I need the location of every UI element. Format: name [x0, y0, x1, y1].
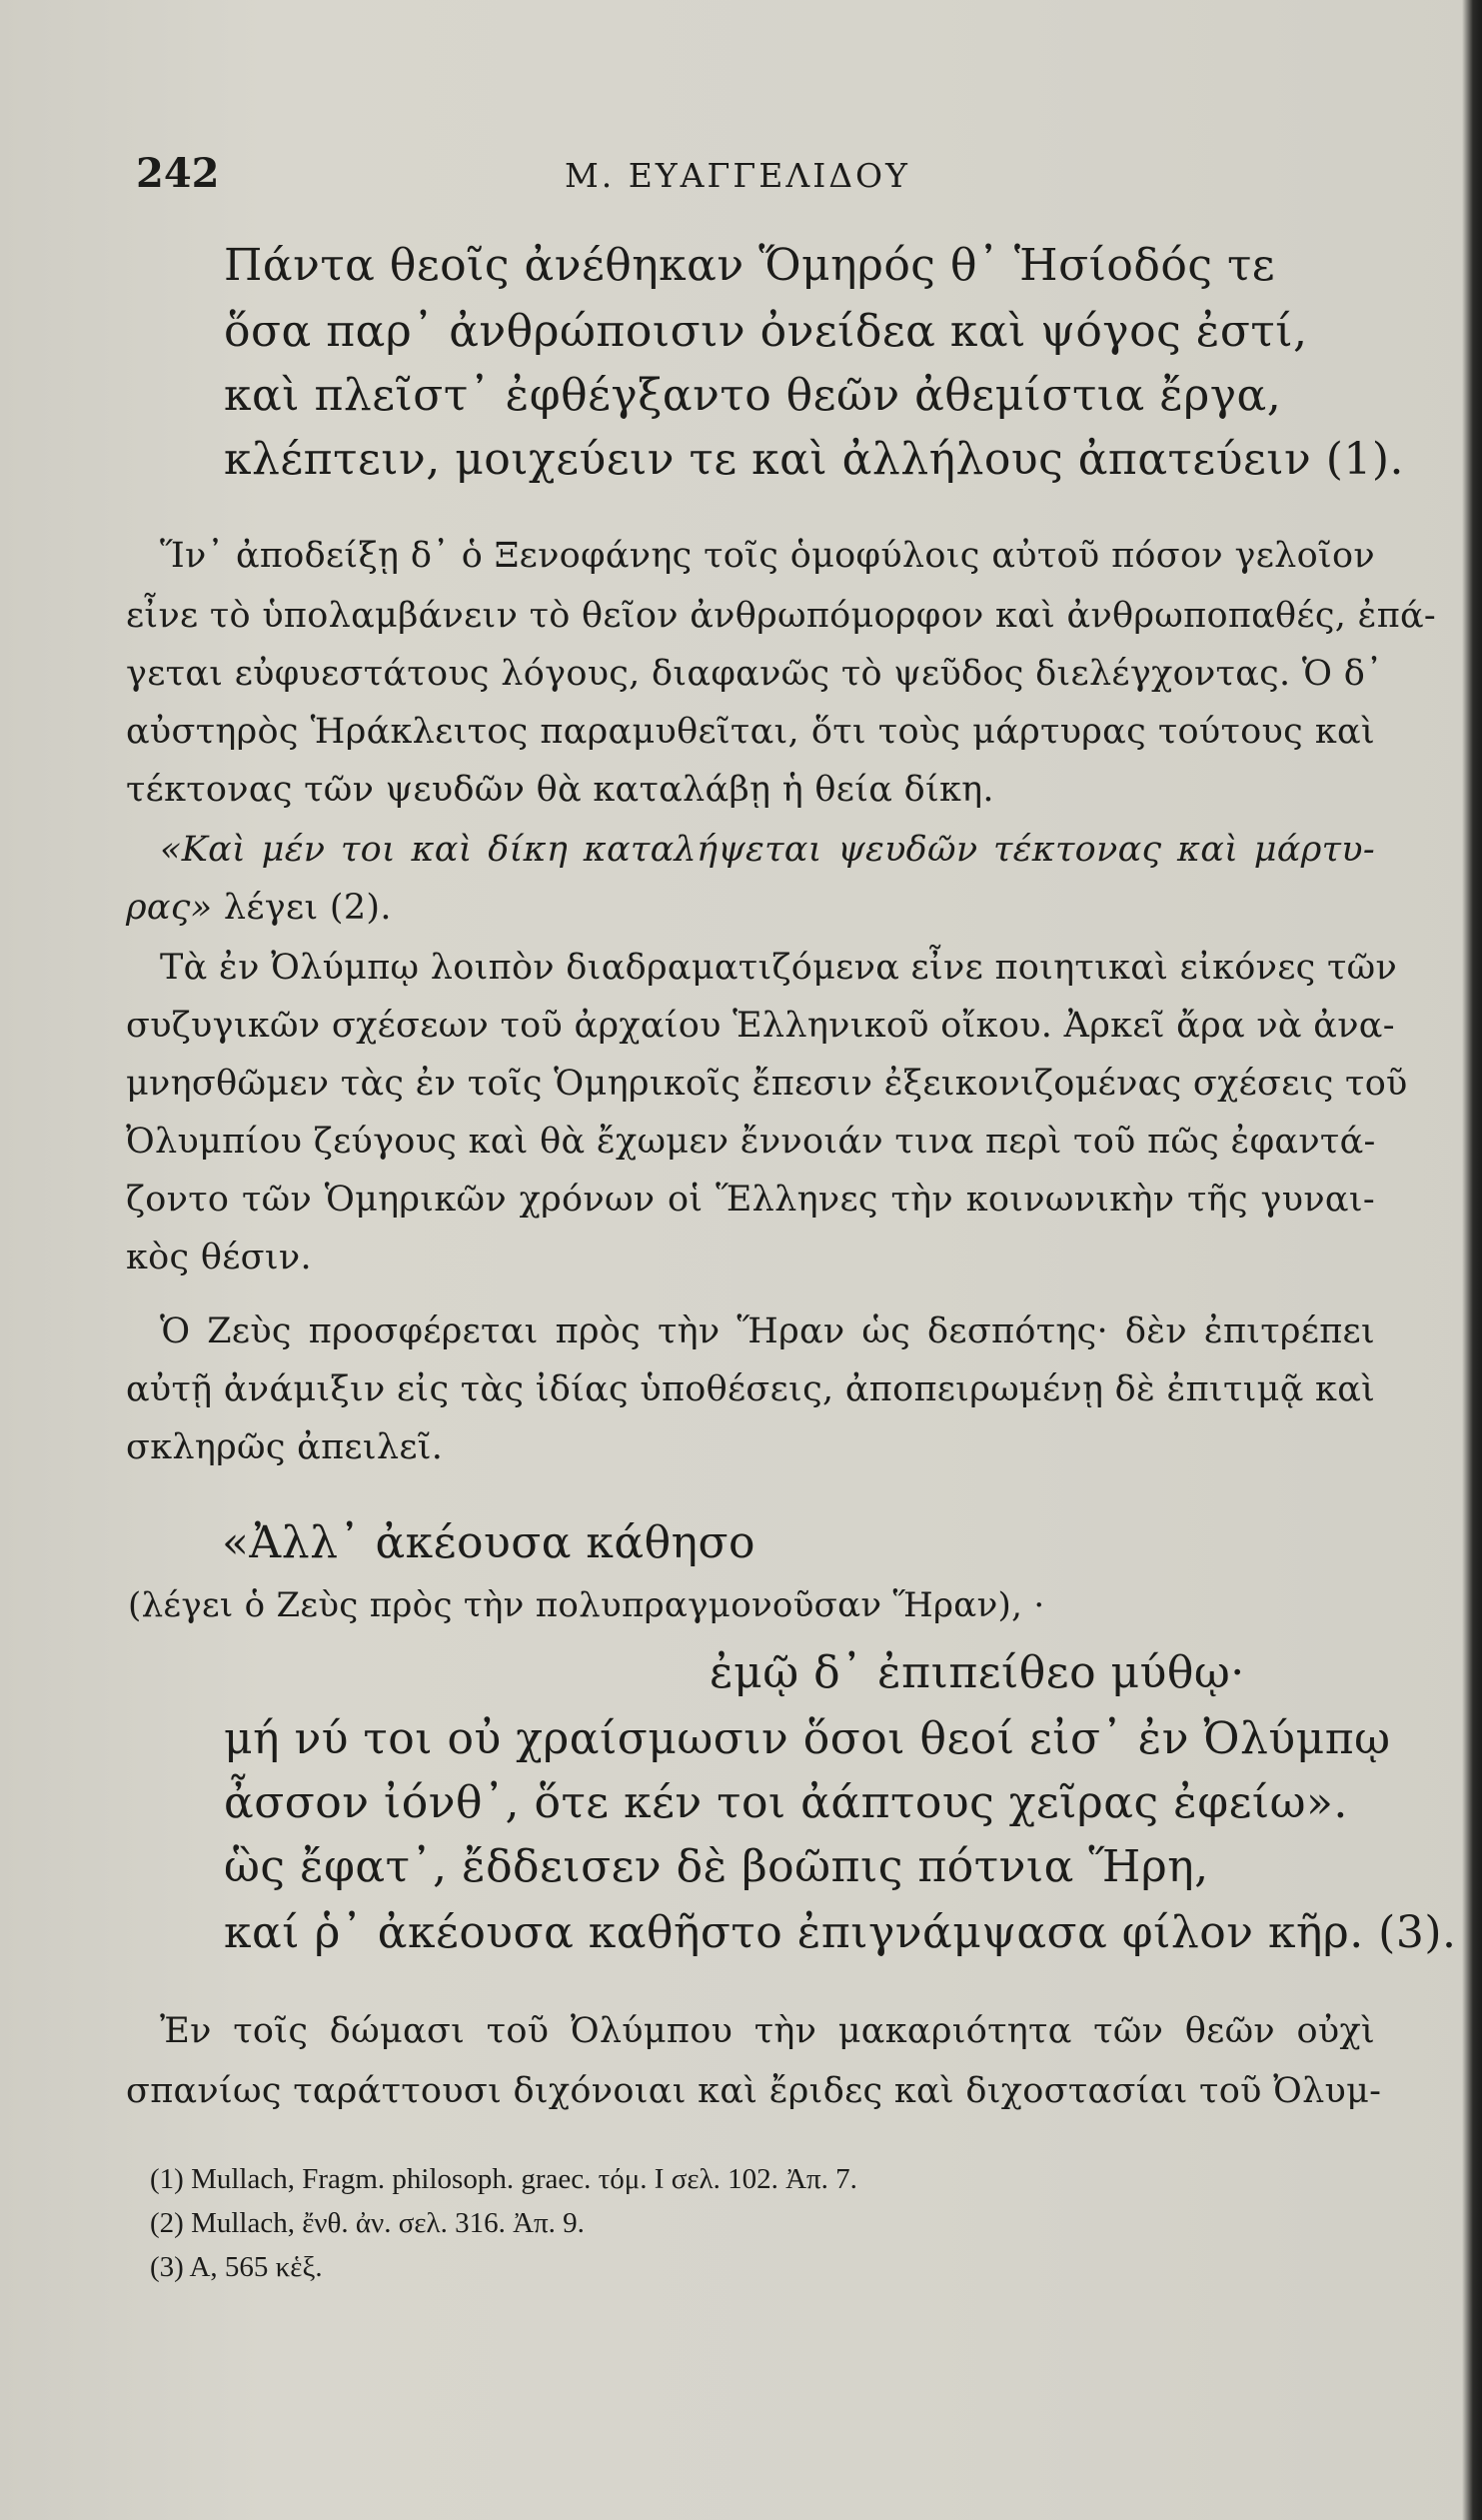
running-head: Μ. ΕΥΑΓΓΕΛΙΔΟΥ [565, 156, 910, 195]
text-line: σπανίως ταράττουσι διχόνοιαι καὶ ἔριδες καὶ διχοστασίαι τοῦ Ὀλυμ- [126, 2071, 1382, 2111]
verse-line: ἐμῷ δ᾽ ἐπιπείθεο μύθῳ· [710, 1647, 1245, 1698]
text-line: Ὁ Ζεὺς προσφέρεται πρὸς τὴν Ἥραν ὡς δεσπότης· δὲν ἐπιτρέπει [160, 1311, 1375, 1351]
verse-line: κλέπτειν, μοιχεύειν τε καὶ ἀλλήλους ἀπατεύειν (1). [224, 434, 1405, 485]
verse-line: Πάντα θεοῖς ἀνέθηκαν Ὅμηρός θ᾽ Ἡσίοδός τε [224, 240, 1276, 291]
quotation-line: «Καὶ μέν τοι καὶ δίκη καταλήψεται ψευδῶν τέκτονας καὶ μάρτυ- [160, 830, 1375, 870]
text-line: κὸς θέσιν. [126, 1238, 312, 1277]
footnote: (3) Α, 565 κἑξ. [150, 2251, 323, 2283]
verse-line: «Ἀλλ᾽ ἀκέουσα κάθησο [222, 1517, 756, 1568]
text-line: Ὀλυμπίου ζεύγους καὶ θὰ ἔχωμεν ἔννοιάν τινα περὶ τοῦ πῶς ἐφαντά- [126, 1122, 1376, 1162]
text-line: εἶνε τὸ ὑπολαμβάνειν τὸ θεῖον ἀνθρωπόμορφον καὶ ἀνθρωποπαθές, ἐπά- [126, 596, 1437, 636]
page-header [0, 150, 1482, 210]
text-line: αὐστηρὸς Ἡράκλειτος παραμυθεῖται, ὅτι τοὺς μάρτυρας τούτους καὶ [126, 712, 1375, 752]
text-line: γεται εὐφυεστάτους λόγους, διαφανῶς τὸ ψεῦδος διελέγχοντας. Ὁ δ᾽ [126, 654, 1383, 694]
verse-line: μή νύ τοι οὐ χραίσμωσιν ὅσοι θεοί εἰσ᾽ ἐν Ὀλύμπῳ [224, 1713, 1391, 1764]
text-line: συζυγικῶν σχέσεων τοῦ ἀρχαίου Ἑλληνικοῦ οἴκου. Ἀρκεῖ ἄρα νὰ ἀνα- [126, 1006, 1395, 1046]
page-number: 242 [136, 150, 220, 197]
text-line: Ἵν᾽ ἀποδείξῃ δ᾽ ὁ Ξενοφάνης τοῖς ὁμοφύλοις αὐτοῦ πόσον γελοῖον [160, 536, 1375, 576]
text-line: σκληρῶς ἀπειλεῖ. [126, 1427, 444, 1467]
footnote: (1) Mullach, Fragm. philosoph. graec. τόμ. Ι σελ. 102. Ἀπ. 7. [150, 2163, 857, 2195]
interjection-line: (λέγει ὁ Ζεὺς πρὸς τὴν πολυπραγμονοῦσαν Ἥραν), · [128, 1585, 1045, 1625]
page-edge-shadow [1462, 0, 1482, 2520]
text-line: τέκτονας τῶν ψευδῶν θὰ καταλάβῃ ἡ θεία δίκη. [126, 770, 994, 810]
verse-line: καί ῥ᾽ ἀκέουσα καθῆστο ἐπιγνάμψασα φίλον κῆρ. (3). [224, 1907, 1457, 1958]
verse-line: ὅσα παρ᾽ ἀνθρώποισιν ὀνείδεα καὶ ψόγος ἐστί, [224, 306, 1308, 357]
text-line: Ἐν τοῖς δώμασι τοῦ Ὀλύμπου τὴν μακαριότητα τῶν θεῶν οὐχὶ [160, 2011, 1375, 2051]
verse-line: καὶ πλεῖστ᾽ ἐφθέγξαντο θεῶν ἀθεμίστια ἔργα, [224, 370, 1282, 421]
verse-line: ὣς ἔφατ᾽, ἔδδεισεν δὲ βοῶπις πότνια Ἥρη, [224, 1841, 1209, 1892]
quotation-attribution: λέγει (2). [223, 888, 392, 928]
text-line: αὐτῇ ἀνάμιξιν εἰς τὰς ἰδίας ὑποθέσεις, ἀποπειρωμένῃ δὲ ἐπιτιμᾷ καὶ [126, 1369, 1376, 1409]
quotation-line-end [126, 888, 1375, 928]
verse-line: ἆσσον ἰόνθ᾽, ὅτε κέν τοι ἀάπτους χεῖρας ἐφείω». [224, 1777, 1348, 1828]
quotation-ending: ρας» [126, 888, 213, 928]
text-line: μνησθῶμεν τὰς ἐν τοῖς Ὁμηρικοῖς ἔπεσιν ἐξεικονιζομένας σχέσεις τοῦ [126, 1064, 1408, 1104]
text-line: ζοντο τῶν Ὁμηρικῶν χρόνων οἱ Ἕλληνες τὴν κοινωνικὴν τῆς γυναι- [126, 1180, 1375, 1220]
text-line: Τὰ ἐν Ὀλύμπῳ λοιπὸν διαδραματιζόμενα εἶνε ποιητικαὶ εἰκόνες τῶν [160, 948, 1398, 988]
footnote: (2) Mullach, ἔνθ. ἀν. σελ. 316. Ἀπ. 9. [150, 2207, 585, 2239]
